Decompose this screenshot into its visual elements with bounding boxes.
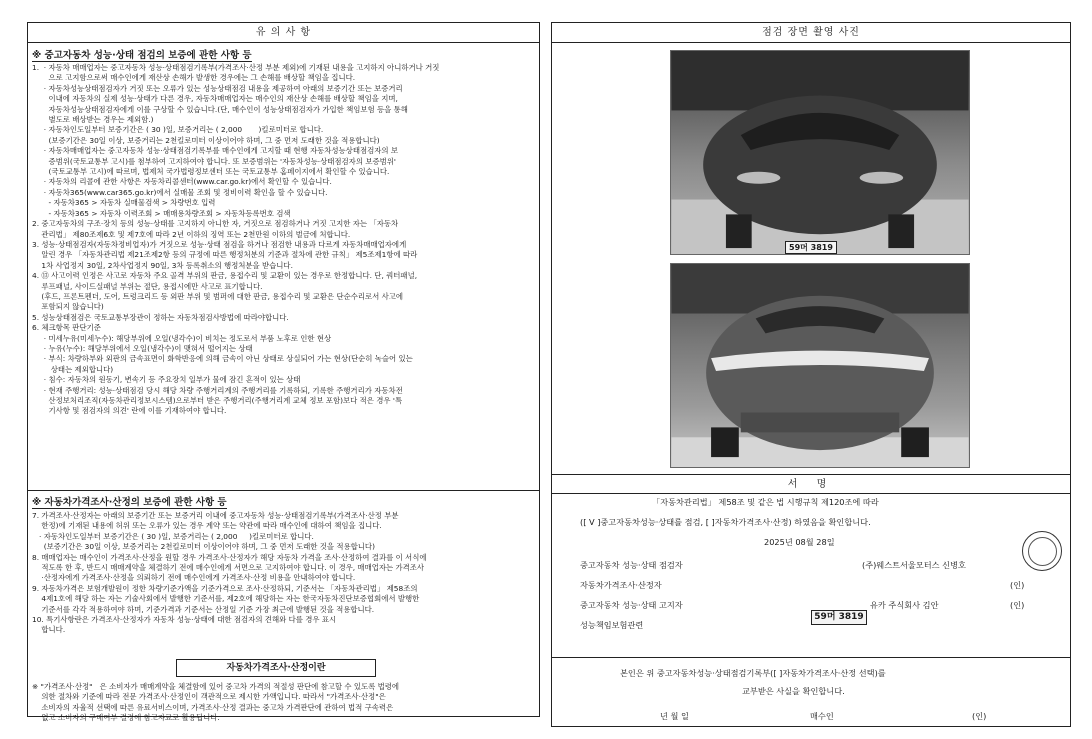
notice-header: 유 의 사 항 [28, 23, 539, 43]
receipt-statement-line2: 교부받은 사실을 확인합니다. [742, 686, 845, 696]
receipt-date-line: 년 월 일 [660, 711, 689, 721]
price-guarantee-title: ※ 자동차가격조사·산정의 보증에 관한 사항 등 [32, 497, 227, 508]
confirmation-line: ([ V ]중고자동차성능·상태를 점검, [ ]자동차가격조사·산정) 하였음을 확인합니다. [580, 517, 871, 527]
front-car-illustration [671, 51, 969, 254]
price-definition-text: ※ "가격조사·산정" 은 소비자가 매매계약을 체결함에 있어 중고차 가격의 적절성 판단에 참고할 수 있도록 법령에 의한 절차와 기준에 따라 전문 가격조사·산정인이 객관적으로 제시한 가액입니다. 따라서 "가격조사·산정"은 소비자의 자율적 선택에 따른 유료서비스이며, 가격조사·산정 결과는 중고차 가격판단에 관하여 법적 구속력은 없고 소비자의 구매여부 결정에 참고자료로 활용됩니다. [32, 682, 400, 723]
rear-car-illustration [671, 264, 969, 467]
buyer-seal: (인) [972, 711, 987, 721]
photo-header: 점검 장면 촬영 사진 [552, 23, 1070, 43]
inspection-date: 2025년 08월 28일 [764, 537, 835, 547]
law-reference-line: 「자동차관리법」 제58조 및 같은 법 시행규칙 제120조에 따라 [652, 497, 879, 507]
front-license-plate: 59머 3819 [785, 241, 837, 254]
notifier-seal: (인) [1010, 600, 1025, 610]
inspection-guarantee-title: ※ 중고자동차 성능·상태 점검의 보증에 관한 사항 등 [32, 50, 252, 61]
receipt-divider [552, 657, 1070, 658]
inspection-guarantee-text: 1. · 자동차 매매업자는 중고자동차 성능·상태점검기록부(가격조사·산정 부분 제외)에 기재된 내용을 고지하지 아니하거나 거짓 으로 고지함으로써 매수인에게 재산상 손해가 발생한 경우에는 그 손해를 배상할 책임을 집니다. · 자동차성능상태점검자가 거짓 또는 오류가 있는 성능상태점검 내용을 제공하여 아래의 보증기간 또는 보증거리 이내에 자동차의 실제 성능·상태가 다른 경우, 자동차매매업자는 매수인의 재산상 손해를 배상할 책임을 지며, 자동차성능상태점검자에게 이를 구상할 수 있습니다.(단, 매수인이 성능상태점검자가 가입한 책임보험 등을 통해 별도로 배상받는 경우는 제외함.) · 자동차인도일부터 보증기간은 ( 30 )일, 보증거리는 ( 2,000 )킬로미터로 합니다. (보증기간은 30일 이상, 보증거리는 2천킬로미터 이상이어야 하며, 그 중 먼저 도래한 것을 적용합니다) · 자동차매매업자는 중고자동차 성능·상태점검기록부를 매수인에게 고지할 때 현행 자동차성능상태점검자의 보 증범위(국토교통부 고시)를 첨부하여 고지하여야 합니다. 또 보증범위는 '자동차성능·상태점검자의 보증범위' (국토교통부 고시)에 따르며, 법제처 국가법령정보센터 또는 국토교통부 홈페이지에서 확인할 수 있습니다. · 자동차의 리콜에 관한 사항은 자동차리콜센터(www.car.go.kr)에서 확인할 수 있습니다. · 자동차365(www.car365.go.kr)에서 실매물 조회 및 정비이력 확인을 할 수 있습니다. - 자동차365 > 자동차 실매물검색 > 차량번호 입력 - 자동차365 > 자동차 이력조회 > 매매용차량조회 > 자동차등록번호 검색 2. 중고자동차의 구조·장치 등의 성능·상태를 고지하지 아니한 자, 거짓으로 점검하거나 거짓 고지한 자는 「자동차 관리법」 제80조제6호 및 제7호에 따라 2년 이하의 징역 또는 2천만원 이하의 벌금에 처합니다. 3. 성능·상태점검자(자동차정비업자)가 거짓으로 성능·상태 점검을 하거나 점검한 내용과 다르게 자동차매매업자에게 알린 경우 「자동차관리법 제21조제2항 등의 규정에 따른 행정처분의 기준과 절차에 관한 규칙」 제5조제1항에 따라 1차 사업정지 30일, 2차사업정지 90일, 3차 등록취소의 행정처분을 받습니다. 4. ⑬ 사고이력 인정은 사고로 자동차 주요 골격 부위의 판금, 용접수리 및 교환이 있는 경우로 한정합니다. 단, 쿼터패널, 루프패널, 사이드실패널 부위는 절단, 용접시에만 사고로 표기합니다. (후드, 프론트펜더, 도어, 트렁크리드 등 외판 부위 및 범퍼에 대한 판금, 용접수리 및 교환은 단순수리로서 사고에 포함되지 않습니다) 5. 성능상태점검은 국토교통부장관이 정하는 자동차점검사방법에 따라야합니다. 6. 체크항목 판단기준 · 미세누유(미세누수): 해당부위에 오일(냉각수)이 비치는 정도로서 부품 노후로 인한 현상 · 누유(누수): 해당부위에서 오일(냉각수)이 맺혀서 떨어지는 상태 · 부식: 차량하부와 외판의 금속표면이 화학반응에 의해 금속이 아닌 상태로 상실되어 가는 현상(단순히 녹슬어 있는 상태는 제외합니다) · 침수: 자동차의 원동기, 변속기 등 주요장치 일부가 물에 잠긴 흔적이 있는 상태 · 현재 주행거리: 성능·상태점검 당시 해당 차량 주행거리계의 주행거리를 기록하되, 기록한 주행거리가 자동차전 산정보처리조직(자동차관리정보시스템)으로부터 받은 주행거리(주행거리계 교체 정보 포함)보다 적은 경우 '특 기사항 및 점검자의 의견' 란에 이를 기재하여야 합니다. [32, 63, 440, 416]
inspector-name: (주)웨스트서울모터스 신병호 [862, 560, 966, 570]
notice-panel [27, 22, 540, 723]
buyer-label: 매수인 [810, 711, 834, 721]
notifier-label: 중고자동차 성능·상태 고지자 [580, 600, 683, 610]
liability-insurance-label: 성능책임보험관련 [580, 620, 644, 630]
inspection-photo-panel [551, 22, 1071, 727]
rear-license-plate: 59머 3819 [811, 610, 867, 625]
section-divider [28, 490, 539, 491]
price-definition-title: 자동차가격조사·산정이란 [176, 659, 376, 677]
front-car-photo [670, 50, 970, 255]
notifier-name: 유카 주식회사 김안 [870, 600, 939, 610]
price-guarantee-text: 7. 가격조사·산정자는 아래의 보증기간 또는 보증거리 이내에 중고자동차 성능·상태점검기록부(가격조사·산정 부분 한정)에 기재된 내용에 허위 또는 오류가 있는 경우 계약 또는 약관에 따라 매수인에 대하여 책임을 집니다. · 자동차인도일부터 보증기간은 ( 30 )일, 보증거리는 ( 2,000 )킬로미터로 합니다. (보증기간은 30일 이상, 보증거리는 2천킬로미터 이상이어야 하며, 그 중 먼저 도래한 것을 적용합니다) 8. 매매업자는 매수인이 가격조사·산정을 원할 경우 가격조사·산정자가 해당 자동차 가격을 조사·산정하여 결과를 이 서식에 적도록 한 후, 반드시 매매계약을 체결하기 전에 매수인에게 서면으로 고지하여야 합니다. 이 경우, 매매업자는 가격조사 ·산정자에게 가격조사·산정을 의뢰하기 전에 매수인에게 가격조사·산정 비용을 안내하여야 합니다. 9. 자동차가격은 보험개발원이 정한 차량기준가액을 기준가격으로 조사·산정하되, 기준서는 「자동차관리법」 제58조의 4제1호에 해당 하는 자는 기술사회에서 발행한 기준서를, 제2호에 해당하는 자는 한국자동차진단보증협회에서 발행한 기준서를 각각 적용하여야 하며, 기준가격과 기준서는 산정일 기준 가장 최근에 발행된 것을 적용합니다. 10. 특기사항란은 가격조사·산정자가 자동차 성능·상태에 대한 점검자의 견해와 다를 경우 표시 합니다. [32, 511, 427, 635]
receipt-statement-line1: 본인은 위 중고자동차성능·상태점검기록부([ ]자동차가격조사·산정 선택)를 [620, 668, 886, 678]
price-assessor-label: 자동차가격조사·산정자 [580, 580, 662, 590]
signature-header: 서 명 [552, 474, 1070, 494]
price-assessor-seal: (인) [1010, 580, 1025, 590]
company-seal-icon [1022, 531, 1062, 571]
inspector-label: 중고자동차 성능·상태 점검자 [580, 560, 683, 570]
